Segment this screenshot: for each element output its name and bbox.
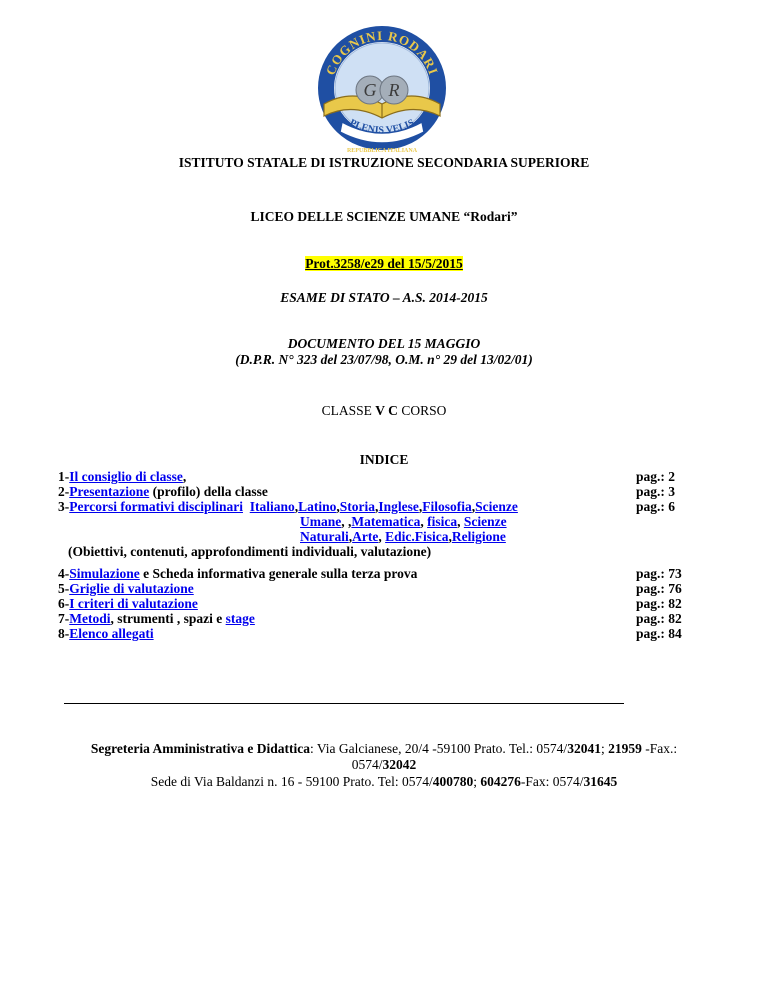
link-italiano[interactable]: Italiano (249, 499, 295, 514)
link-religione[interactable]: Religione (451, 529, 506, 544)
link-latino[interactable]: Latino (298, 499, 337, 514)
toc-page-5: pag.: 76 (636, 581, 682, 596)
school-logo (302, 18, 462, 158)
link-fisica[interactable]: fisica (427, 514, 458, 529)
link-criteri-di-valutazione[interactable]: I criteri di valutazione (69, 596, 198, 611)
document-reference: (D.P.R. N° 323 del 23/07/98, O.M. n° 29 del 13/02/01) (235, 352, 533, 367)
svg-text:R: R (388, 80, 400, 100)
link-scienze-umane-b[interactable]: Umane (300, 514, 342, 529)
footer-segreteria: Segreteria Amministrativa e Didattica: Via Galcianese, 20/4 -59100 Prato. Tel.: 0574/32041; 21959 -Fax.: 0574/32042 (90, 741, 678, 772)
toc-item-7: 7-Metodi, strumenti , spazi e stage (58, 611, 255, 626)
svg-text:G: G (363, 80, 377, 100)
link-elenco-allegati[interactable]: Elenco allegati (69, 626, 154, 641)
link-simulazione[interactable]: Simulazione (69, 566, 140, 581)
exam-title: ESAME DI STATO – A.S. 2014-2015 (280, 290, 488, 305)
link-inglese[interactable]: Inglese (378, 499, 419, 514)
document-title: DOCUMENTO DEL 15 MAGGIO (287, 336, 481, 351)
toc-item-3-note: (Obiettivi, contenuti, approfondimenti individuali, valutazione) (68, 544, 432, 559)
toc-item-3-line-2: Umane, ,Matematica, fisica, Scienze (300, 514, 507, 529)
link-scienze-naturali-b[interactable]: Naturali (300, 529, 349, 544)
toc-page-2: pag.: 3 (636, 484, 676, 499)
link-storia[interactable]: Storia (339, 499, 376, 514)
link-scienze-umane-a[interactable]: Scienze (475, 499, 518, 514)
link-griglie-di-valutazione[interactable]: Griglie di valutazione (69, 581, 194, 596)
logo-bottom-text: REPUBBLICA ITALIANA (346, 148, 418, 154)
index-title: INDICE (359, 452, 409, 467)
toc-item-6: 6-I criteri di valutazione (58, 596, 198, 611)
link-matematica[interactable]: Matematica (351, 514, 421, 529)
logo-top-text: COGNINI RODARI (322, 27, 442, 78)
toc-item-1: 1-Il consiglio di classe, (58, 469, 187, 484)
toc-page-8: pag.: 84 (636, 626, 682, 641)
toc-item-8: 8-Elenco allegati (58, 626, 154, 641)
class-line: CLASSE V C CORSO (321, 403, 447, 418)
toc-item-3: 3-Percorsi formativi disciplinari Italiano,Latino,Storia,Inglese,Filosofia,Scienze (58, 499, 518, 514)
protocol-highlight: Prot.3258/e29 del 15/5/2015 (305, 256, 463, 271)
link-presentazione[interactable]: Presentazione (69, 484, 150, 499)
toc-page-1: pag.: 2 (636, 469, 676, 484)
liceo-name: LICEO DELLE SCIENZE UMANE “Rodari” (250, 209, 518, 224)
link-arte[interactable]: Arte (352, 529, 379, 544)
class-value: V C (375, 403, 398, 418)
toc-page-7: pag.: 82 (636, 611, 682, 626)
link-filosofia[interactable]: Filosofia (422, 499, 472, 514)
logo-motto: PLENIS VELIS (347, 117, 417, 137)
toc-page-3: pag.: 6 (636, 499, 676, 514)
link-stage[interactable]: stage (225, 611, 255, 626)
toc-page-6: pag.: 82 (636, 596, 682, 611)
toc-item-5: 5-Griglie di valutazione (58, 581, 194, 596)
link-scienze-naturali-a[interactable]: Scienze (463, 514, 507, 529)
link-consiglio-di-classe[interactable]: Il consiglio di classe (69, 469, 183, 484)
link-metodi[interactable]: Metodi (69, 611, 111, 626)
footer-sede: Sede di Via Baldanzi n. 16 - 59100 Prato. Tel: 0574/400780; 604276-Fax: 0574/31645 (150, 774, 618, 789)
toc-page-4: pag.: 73 (636, 566, 682, 581)
link-edfisica[interactable]: Edic.Fisica (385, 529, 449, 544)
table-of-contents (58, 469, 718, 649)
toc-item-2: 2-Presentazione (profilo) della classe (58, 484, 268, 499)
footer-divider (64, 703, 624, 704)
toc-item-3-line-3: Naturali,Arte, Edic.Fisica,Religione (300, 529, 506, 544)
protocol-number (0, 256, 768, 272)
toc-item-4: 4-Simulazione e Scheda informativa generale sulla terza prova (58, 566, 418, 581)
link-percorsi-formativi[interactable]: Percorsi formativi disciplinari (69, 499, 243, 514)
institute-name: ISTITUTO STATALE DI ISTRUZIONE SECONDARIA SUPERIORE (178, 155, 590, 170)
